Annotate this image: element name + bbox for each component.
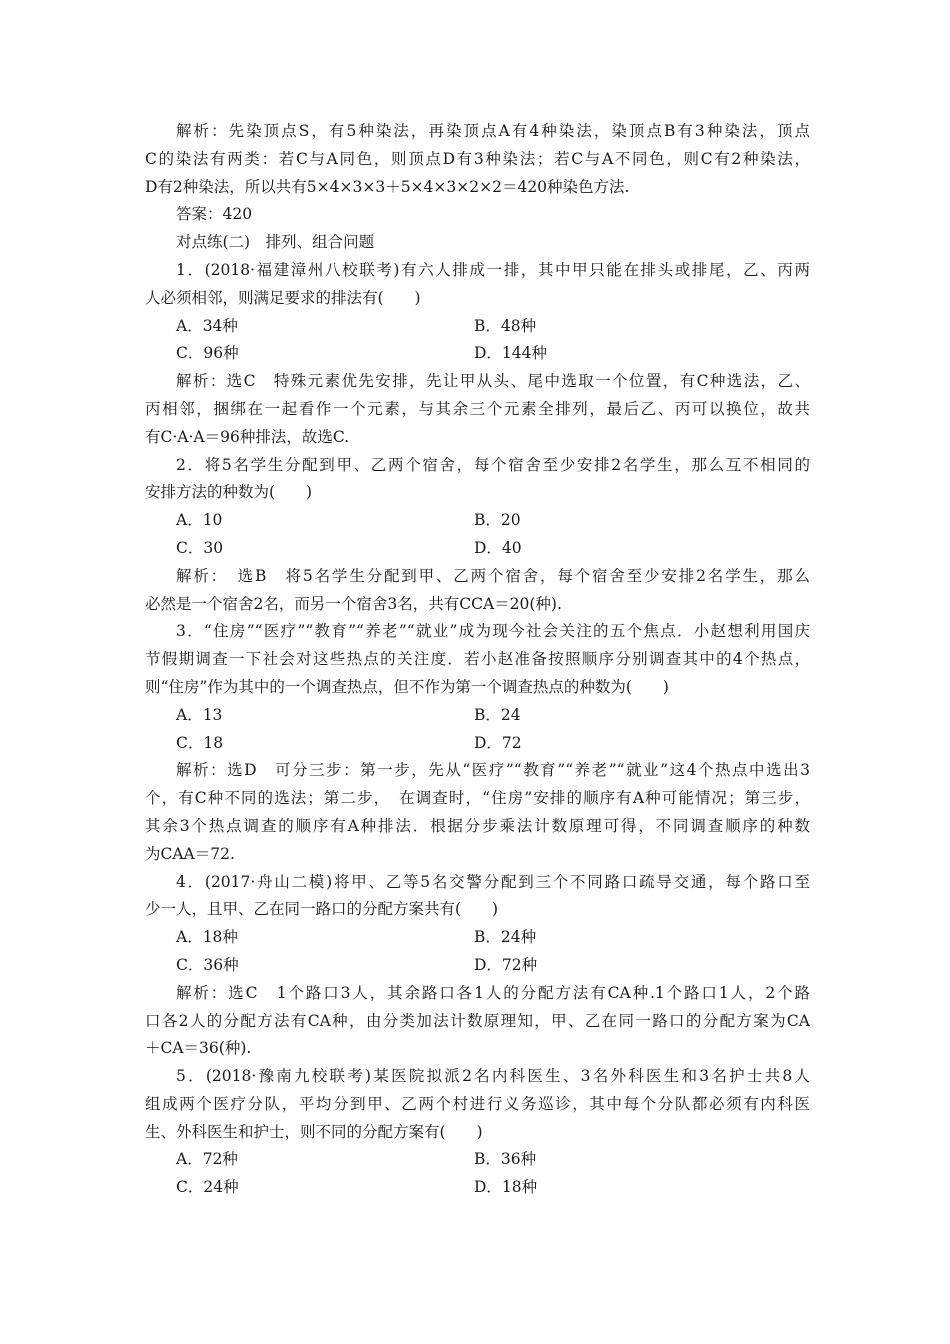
option-c: C．96种: [176, 344, 239, 363]
solution-line: 口各2人的分配方法有CA种，由分类加法计数原理知，甲、乙在同一路口的分配方案为CA: [145, 1011, 810, 1030]
question-stem-line: 生、外科医生和护士，则不同的分配方案有( ): [145, 1122, 483, 1141]
option-a: A．72种: [176, 1150, 238, 1169]
options-row: [145, 924, 810, 952]
options-row: [145, 340, 810, 368]
options-row: [145, 535, 810, 563]
option-b: B．20: [474, 511, 521, 530]
solution-line: 丙相邻，捆绑在一起看作一个元素，与其余三个元素全排列，最后乙、丙可以换位，故共: [145, 399, 810, 418]
question-stem-line: 安排方法的种数为( ): [145, 483, 313, 502]
option-c: C．30: [176, 538, 224, 557]
option-b: B．36种: [474, 1150, 537, 1169]
solution-line: 其余3个热点调查的顺序有A种排法．根据分步乘法计数原理可得，不同调查顺序的种数: [145, 816, 810, 835]
option-a: A．10: [176, 511, 223, 530]
option-c: C．36种: [176, 955, 239, 974]
question-stem-line: 人必须相邻，则满足要求的排法有( ): [145, 288, 421, 307]
option-d: D．144种: [474, 344, 548, 363]
options-row: [145, 702, 810, 730]
solution-line: 解析： 选B 将5名学生分配到甲、乙两个宿舍，每个宿舍至少安排2名学生，那么: [176, 566, 810, 585]
option-d: D．72种: [474, 955, 538, 974]
options-row: [145, 507, 810, 535]
question-stem-line: 2．将5名学生分配到甲、乙两个宿舍，每个宿舍至少安排2名学生，那么互不相同的: [176, 455, 810, 474]
option-d: D．18种: [474, 1178, 538, 1197]
options-row: [145, 730, 810, 758]
options-row: [145, 313, 810, 341]
solution-line: 个，有C种不同的选法；第二步， 在调查时，“住房”安排的顺序有A种可能情况；第三步，: [145, 789, 810, 808]
intro-solution-line: 解析：先染顶点S，有5种染法，再染顶点A有4种染法，染顶点B有3种染法，顶点: [176, 122, 810, 140]
option-b: B．48种: [474, 316, 537, 335]
question-stem-line: 少一人，且甲、乙在同一路口的分配方案共有( ): [145, 900, 499, 919]
option-c: C．18: [176, 733, 224, 752]
question-stem-line: 组成两个医疗分队，平均分到甲、乙两个村进行义务巡诊，其中每个分队都必须有内科医: [145, 1094, 810, 1113]
intro-solution-line: D有2种染法，所以共有5×4×3×3＋5×4×3×2×2＝420种染色方法.: [145, 177, 630, 196]
option-a: A．34种: [176, 316, 238, 335]
solution-line: 有C·A·A＝96种排法，故选C.: [145, 427, 350, 446]
question-stem-line: 4．(2017·舟山二模)将甲、乙等5名交警分配到三个不同路口疏导交通，每个路口至: [176, 872, 810, 891]
option-b: B．24: [474, 705, 521, 724]
option-c: C．24种: [176, 1178, 239, 1197]
question-stem-line: 5．(2018·豫南九校联考)某医院拟派2名内科医生、3名外科医生和3名护士共8人: [176, 1067, 810, 1086]
solution-line: 为CAA＝72.: [145, 844, 235, 863]
question-stem-line: 节假期调查一下社会对这些热点的关注度．若小赵准备按照顺序分别调查其中的4个热点，: [145, 650, 810, 669]
options-row: [145, 1146, 810, 1174]
solution-line: 解析：选C 特殊元素优先安排，先让甲从头、尾中选取一个位置，有C种选法，乙、: [176, 372, 810, 391]
question-stem-line: 3．“住房”“医疗”“教育”“养老”“就业”成为现今社会关注的五个焦点．小赵想利用国庆: [176, 622, 810, 641]
question-stem-line: 则“住房”作为其中的一个调查热点，但不作为第一个调查热点的种数为( ): [145, 677, 669, 696]
option-b: B．24种: [474, 928, 537, 947]
document-page: [145, 118, 810, 1202]
options-row: [145, 1174, 810, 1202]
intro-solution-line: C的染法有两类：若C与A同色，则顶点D有3种染法；若C与A不同色，则C有2种染法，: [145, 149, 810, 168]
solution-line: 解析：选D 可分三步：第一步，先从“医疗”“教育”“养老”“就业”这4个热点中选出3: [176, 761, 810, 780]
question-stem-line: 1．(2018·福建漳州八校联考)有六人排成一排，其中甲只能在排头或排尾，乙、丙两: [176, 260, 810, 279]
solution-line: 必然是一个宿舍2名，而另一个宿舍3名，共有CCA＝20(种).: [145, 594, 562, 613]
option-d: D．40: [474, 538, 522, 557]
answer-line: 答案：420: [176, 205, 253, 224]
solution-line: 解析：选C 1个路口3人，其余路口各1人的分配方法有CA种.1个路口1人，2个路: [176, 983, 810, 1002]
option-a: A．13: [176, 705, 223, 724]
section-title: 对点练(二) 排列、组合问题: [176, 233, 375, 252]
solution-line: ＋CA＝36(种).: [145, 1039, 252, 1058]
options-row: [145, 952, 810, 980]
option-a: A．18种: [176, 928, 238, 947]
option-d: D．72: [474, 733, 522, 752]
